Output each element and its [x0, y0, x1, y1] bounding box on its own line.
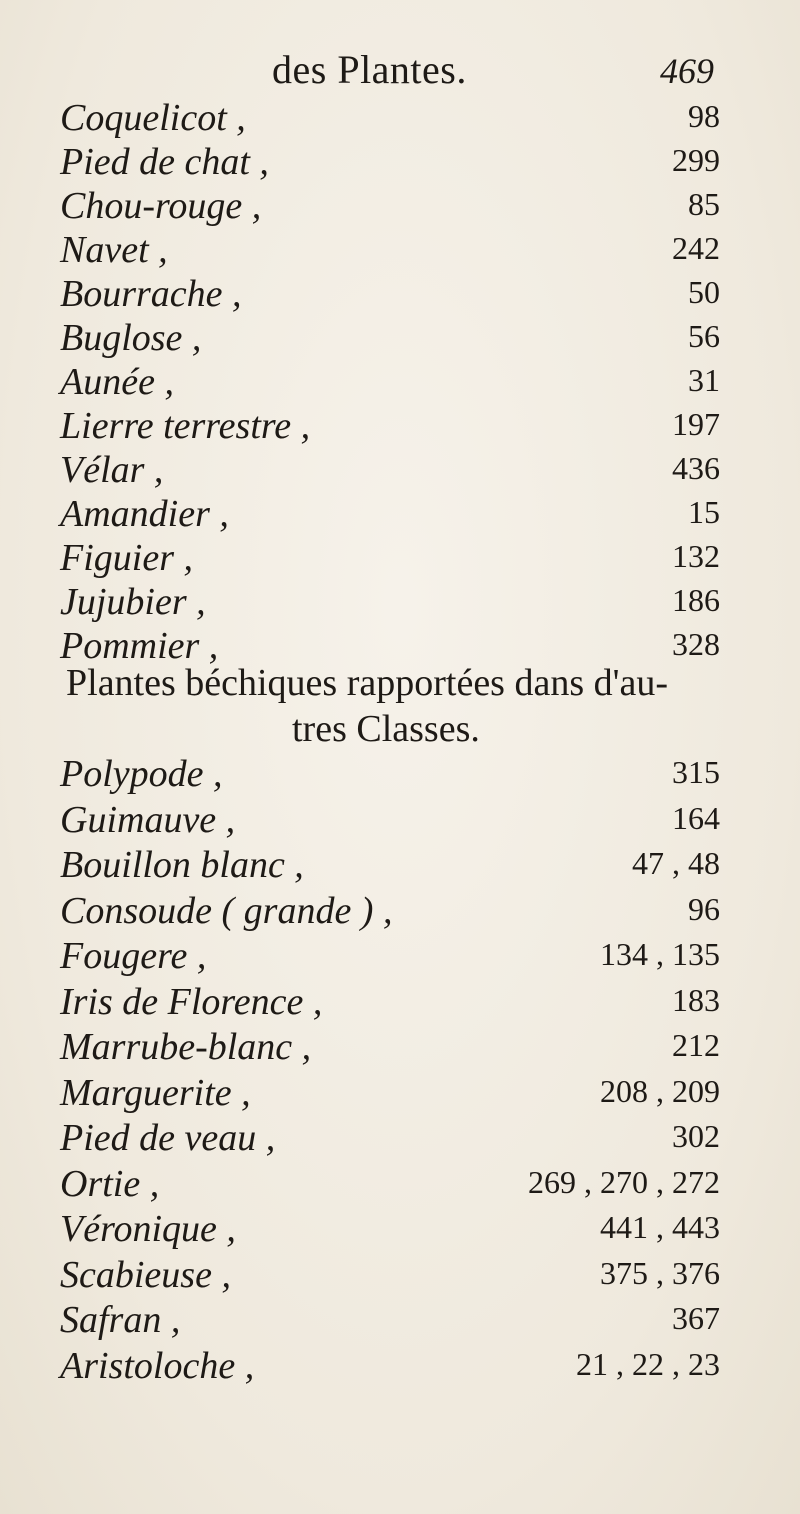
plant-name: Chou-rouge ,: [60, 185, 262, 227]
index-entry: [60, 1253, 720, 1299]
index-entry: [60, 1162, 720, 1208]
plant-name: Marguerite ,: [60, 1071, 251, 1114]
page-reference: 242: [672, 230, 720, 266]
page-reference: 197: [672, 406, 720, 442]
plant-name: Marrube-blanc ,: [60, 1026, 312, 1068]
index-entry: [60, 140, 720, 184]
page-reference: 269 , 270 , 272: [528, 1163, 720, 1200]
index-entry: [60, 798, 720, 844]
plant-name: Polypode ,: [60, 753, 223, 795]
index-entry: [60, 360, 720, 404]
section-heading: [66, 660, 726, 752]
plant-name: Vélar ,: [60, 449, 164, 491]
index-entry: [60, 272, 720, 316]
plant-name: Lierre terrestre ,: [60, 405, 311, 447]
plant-name: Fougere ,: [60, 935, 207, 977]
page-reference: 85: [688, 186, 720, 222]
index-entry: [60, 934, 720, 980]
page-reference: 212: [672, 1027, 720, 1063]
page-reference: 164: [672, 799, 720, 836]
plant-name: Amandier ,: [60, 493, 229, 535]
plant-name: Safran ,: [60, 1299, 181, 1341]
plant-name: Figuier ,: [60, 537, 193, 579]
index-entry: [60, 316, 720, 360]
plant-name: Coquelicot ,: [60, 97, 246, 139]
plant-name: Consoude ( grande ) ,: [60, 889, 393, 932]
index-entry: [60, 980, 720, 1026]
plant-name: Scabieuse ,: [60, 1253, 231, 1296]
index-entry: [60, 184, 720, 228]
plant-name: Jujubier ,: [60, 581, 206, 623]
section-heading-line2: tres Classes.: [292, 708, 480, 750]
page-reference: 98: [688, 98, 720, 134]
plant-name: Aristoloche ,: [60, 1344, 255, 1387]
plant-name: Guimauve ,: [60, 798, 236, 841]
page-reference: 56: [688, 318, 720, 354]
plant-name: Ortie ,: [60, 1162, 160, 1205]
index-entry: [60, 448, 720, 492]
index-entry: [60, 1116, 720, 1162]
page-reference: 441 , 443: [600, 1209, 720, 1245]
page-reference: 299: [672, 142, 720, 178]
plant-name: Bourrache ,: [60, 273, 242, 315]
plant-index-list: [60, 96, 720, 668]
page-reference: 302: [672, 1118, 720, 1154]
page-header: [0, 46, 800, 96]
plant-name: Pied de veau ,: [60, 1117, 276, 1159]
plant-name: Iris de Florence ,: [60, 980, 323, 1023]
page-reference: 50: [688, 274, 720, 310]
index-entry: [60, 1298, 720, 1344]
plant-name: Pommier ,: [60, 625, 219, 667]
index-entry: [60, 1071, 720, 1117]
page-reference: 15: [688, 494, 720, 530]
page-reference: 132: [672, 538, 720, 574]
index-entry: [60, 1344, 720, 1390]
page-reference: 47 , 48: [632, 845, 720, 881]
index-entry: [60, 404, 720, 448]
plant-name: Navet ,: [60, 229, 168, 271]
index-entry: [60, 96, 720, 140]
page-reference: 183: [672, 981, 720, 1018]
page-reference: 375 , 376: [600, 1254, 720, 1291]
page-reference: 328: [672, 626, 720, 662]
page-number: 469: [660, 51, 714, 91]
plant-name: Pied de chat ,: [60, 141, 269, 183]
section-heading-line1: Plantes béchiques rapportées dans d'au-: [66, 662, 668, 704]
index-entry: [60, 228, 720, 272]
index-entry: [60, 536, 720, 580]
index-entry: [60, 1025, 720, 1071]
page-reference: 186: [672, 582, 720, 618]
index-entry: [60, 889, 720, 935]
index-entry: [60, 492, 720, 536]
page-reference: 208 , 209: [600, 1072, 720, 1109]
related-plant-index-list: [60, 752, 720, 1389]
plant-name: Buglose ,: [60, 317, 202, 359]
page-reference: 96: [688, 890, 720, 927]
plant-name: Véronique ,: [60, 1208, 236, 1250]
page-reference: 21 , 22 , 23: [576, 1345, 720, 1382]
plant-name: Bouillon blanc ,: [60, 844, 304, 886]
running-title: des Plantes.: [272, 47, 467, 92]
index-entry: [60, 752, 720, 798]
plant-name: Aunée ,: [60, 361, 174, 403]
page-reference: 367: [672, 1300, 720, 1336]
page-reference: 315: [672, 754, 720, 790]
page-reference: 31: [688, 362, 720, 398]
index-entry: [60, 1207, 720, 1253]
page-reference: 134 , 135: [600, 936, 720, 972]
index-entry: [60, 580, 720, 624]
index-entry: [60, 843, 720, 889]
page-reference: 436: [672, 450, 720, 486]
